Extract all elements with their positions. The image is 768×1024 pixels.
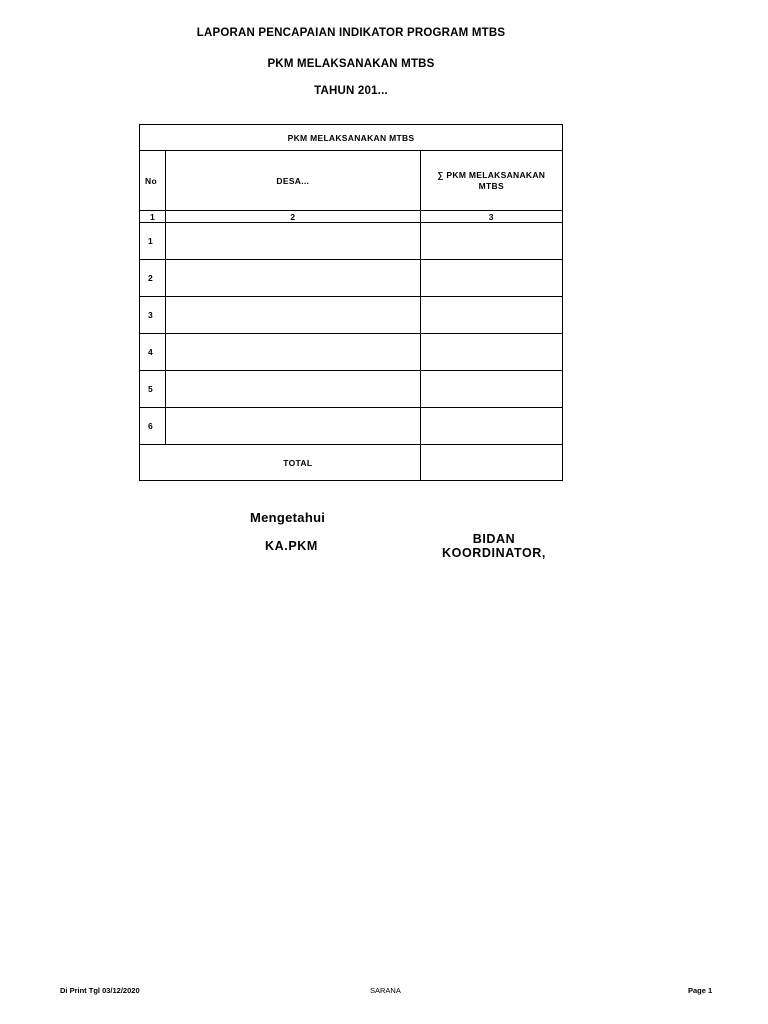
desa-cell: [166, 334, 421, 371]
page-number: Page 1: [688, 986, 713, 995]
col-sum-header: ∑ PKM MELAKSANAKAN MTBS: [420, 151, 562, 211]
total-row: [140, 445, 563, 481]
value-cell: [420, 371, 562, 408]
value-cell: [420, 260, 562, 297]
value-cell: [420, 334, 562, 371]
table-row: [140, 408, 563, 445]
table-row: [140, 223, 563, 260]
report-title: LAPORAN PENCAPAIAN INDIKATOR PROGRAM MTBS: [196, 27, 506, 39]
row-number: 1: [140, 223, 166, 260]
table-row: [140, 334, 563, 371]
col-desa-header: DESA...: [166, 151, 421, 211]
report-subtitle: PKM MELAKSANAKAN MTBS: [267, 58, 435, 70]
total-value: [420, 445, 562, 481]
col-no-header: No: [140, 151, 166, 211]
row-number: 6: [140, 408, 166, 445]
footer-center: SARANA: [370, 986, 401, 995]
report-year: TAHUN 201...: [314, 85, 388, 97]
col-number-1: 1: [140, 211, 166, 223]
value-cell: [420, 223, 562, 260]
col-number-3: 3: [420, 211, 562, 223]
desa-cell: [166, 371, 421, 408]
desa-cell: [166, 408, 421, 445]
midwife-coordinator-label: BIDAN KOORDINATOR,: [442, 532, 546, 560]
table-title: PKM MELAKSANAKAN MTBS: [140, 125, 563, 151]
acknowledged-label: Mengetahui: [250, 510, 326, 525]
row-number: 3: [140, 297, 166, 334]
desa-cell: [166, 223, 421, 260]
col-number-2: 2: [166, 211, 421, 223]
row-number: 5: [140, 371, 166, 408]
total-label: TOTAL: [140, 445, 421, 481]
table-row: [140, 297, 563, 334]
table-header-row: [140, 151, 563, 211]
head-of-pkm-label: KA.PKM: [265, 539, 318, 553]
desa-cell: [166, 260, 421, 297]
print-date: Di Print Tgl 03/12/2020: [60, 986, 140, 995]
table-row: [140, 371, 563, 408]
column-number-row: [140, 211, 563, 223]
row-number: 2: [140, 260, 166, 297]
value-cell: [420, 297, 562, 334]
report-table: [139, 124, 563, 481]
row-number: 4: [140, 334, 166, 371]
table-title-row: [140, 125, 563, 151]
value-cell: [420, 408, 562, 445]
table-row: [140, 260, 563, 297]
desa-cell: [166, 297, 421, 334]
